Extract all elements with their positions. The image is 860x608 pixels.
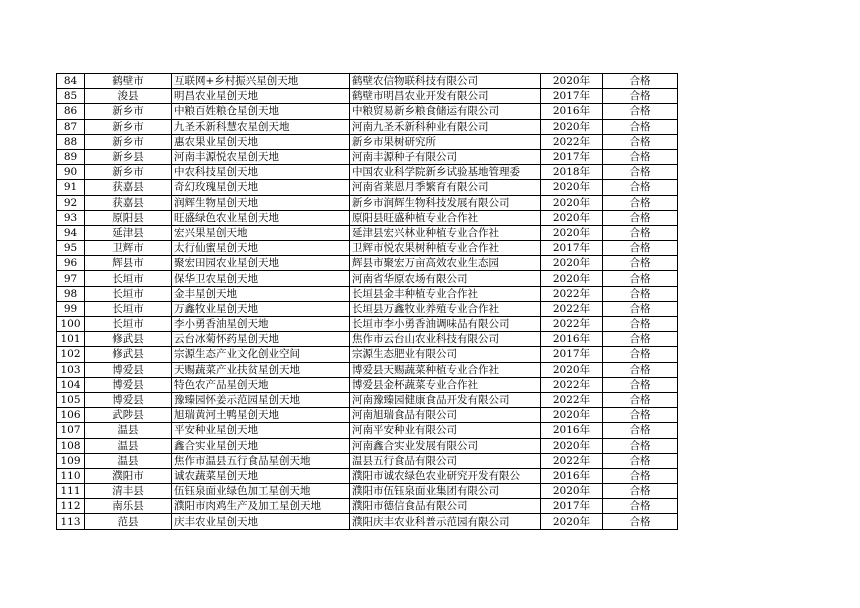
- operator-cell: 河南平安种业有限公司: [350, 423, 541, 438]
- table-row: [57, 225, 678, 240]
- year-cell: 2017年: [541, 89, 603, 104]
- row-number: 85: [57, 89, 85, 104]
- table-row: [57, 119, 678, 134]
- year-cell: 2020年: [541, 74, 603, 89]
- result-cell: 合格: [603, 377, 678, 392]
- result-cell: 合格: [603, 301, 678, 316]
- platform-name-cell: 万鑫牧业星创天地: [172, 301, 350, 316]
- row-number: 92: [57, 195, 85, 210]
- result-cell: 合格: [603, 453, 678, 468]
- region-cell: 博爱县: [85, 362, 172, 377]
- table-row: [57, 89, 678, 104]
- year-cell: 2020年: [541, 438, 603, 453]
- result-cell: 合格: [603, 468, 678, 483]
- table-row: [57, 499, 678, 514]
- operator-cell: 河南九圣禾新科种业有限公司: [350, 119, 541, 134]
- table-row: [57, 271, 678, 286]
- result-cell: 合格: [603, 484, 678, 499]
- table-row: [57, 484, 678, 499]
- region-cell: 长垣市: [85, 317, 172, 332]
- year-cell: 2016年: [541, 423, 603, 438]
- region-cell: 获嘉县: [85, 195, 172, 210]
- operator-cell: 中国农业科学院新乡试验基地管理委: [350, 165, 541, 180]
- table-row: [57, 180, 678, 195]
- table-row: [57, 256, 678, 271]
- row-number: 107: [57, 423, 85, 438]
- table-row: [57, 210, 678, 225]
- region-cell: 长垣市: [85, 271, 172, 286]
- year-cell: 2022年: [541, 392, 603, 407]
- platform-name-cell: 鑫合实业星创天地: [172, 438, 350, 453]
- platform-name-cell: 云台冰菊怀药星创天地: [172, 332, 350, 347]
- region-cell: 博爱县: [85, 377, 172, 392]
- region-cell: 卫辉市: [85, 241, 172, 256]
- year-cell: 2022年: [541, 377, 603, 392]
- row-number: 91: [57, 180, 85, 195]
- region-cell: 博爱县: [85, 392, 172, 407]
- table-row: [57, 332, 678, 347]
- result-cell: 合格: [603, 423, 678, 438]
- table-row: [57, 347, 678, 362]
- table-row: [57, 514, 678, 529]
- region-cell: 濮阳市: [85, 468, 172, 483]
- result-cell: 合格: [603, 271, 678, 286]
- table-row: [57, 423, 678, 438]
- result-cell: 合格: [603, 89, 678, 104]
- table-row: [57, 104, 678, 119]
- row-number: 93: [57, 210, 85, 225]
- year-cell: 2020年: [541, 271, 603, 286]
- result-cell: 合格: [603, 332, 678, 347]
- region-cell: 辉县市: [85, 256, 172, 271]
- year-cell: 2017年: [541, 149, 603, 164]
- row-number: 87: [57, 119, 85, 134]
- result-cell: 合格: [603, 347, 678, 362]
- row-number: 86: [57, 104, 85, 119]
- result-cell: 合格: [603, 165, 678, 180]
- row-number: 104: [57, 377, 85, 392]
- result-cell: 合格: [603, 104, 678, 119]
- operator-cell: 博爱县天赐蔬菜种植专业合作社: [350, 362, 541, 377]
- operator-cell: 原阳县旺盛种植专业合作社: [350, 210, 541, 225]
- region-cell: 新乡市: [85, 165, 172, 180]
- result-cell: 合格: [603, 499, 678, 514]
- row-number: 97: [57, 271, 85, 286]
- platform-name-cell: 金丰星创天地: [172, 286, 350, 301]
- region-cell: 修武县: [85, 332, 172, 347]
- operator-cell: 宗源生态肥业有限公司: [350, 347, 541, 362]
- operator-cell: 中粮贸易新乡粮食储运有限公司: [350, 104, 541, 119]
- row-number: 108: [57, 438, 85, 453]
- result-cell: 合格: [603, 514, 678, 529]
- platform-name-cell: 天赐蔬菜产业扶贫星创天地: [172, 362, 350, 377]
- operator-cell: 长垣市李小勇香油调味品有限公司: [350, 317, 541, 332]
- region-cell: 获嘉县: [85, 180, 172, 195]
- year-cell: 2016年: [541, 104, 603, 119]
- operator-cell: 温县五行食品有限公司: [350, 453, 541, 468]
- table-row: [57, 392, 678, 407]
- operator-cell: 河南豫臻园健康食品开发有限公司: [350, 392, 541, 407]
- operator-cell: 河南丰源种子有限公司: [350, 149, 541, 164]
- platform-name-cell: 伍钰泉面业绿色加工星创天地: [172, 484, 350, 499]
- operator-cell: 河南鑫合实业发展有限公司: [350, 438, 541, 453]
- operator-cell: 河南省莱恩月季繁育有限公司: [350, 180, 541, 195]
- region-cell: 温县: [85, 423, 172, 438]
- table-row: [57, 134, 678, 149]
- year-cell: 2020年: [541, 195, 603, 210]
- year-cell: 2020年: [541, 256, 603, 271]
- platform-name-cell: 宗源生态产业文化创业空间: [172, 347, 350, 362]
- year-cell: 2016年: [541, 332, 603, 347]
- platform-name-cell: 九圣禾新科慧农星创天地: [172, 119, 350, 134]
- year-cell: 2020年: [541, 362, 603, 377]
- operator-cell: 长垣县金丰种植专业合作社: [350, 286, 541, 301]
- region-cell: 南乐县: [85, 499, 172, 514]
- platform-name-cell: 中粮百姓粮仓星创天地: [172, 104, 350, 119]
- row-number: 96: [57, 256, 85, 271]
- platform-name-cell: 聚宏田园农业星创天地: [172, 256, 350, 271]
- row-number: 84: [57, 74, 85, 89]
- result-cell: 合格: [603, 256, 678, 271]
- operator-cell: 鹤壁农信物联科技有限公司: [350, 74, 541, 89]
- operator-cell: 辉县市聚宏万亩高效农业生态园: [350, 256, 541, 271]
- platform-name-cell: 李小勇香油星创天地: [172, 317, 350, 332]
- platform-name-cell: 平安种业星创天地: [172, 423, 350, 438]
- row-number: 89: [57, 149, 85, 164]
- region-cell: 延津县: [85, 225, 172, 240]
- table-row: [57, 149, 678, 164]
- row-number: 88: [57, 134, 85, 149]
- table-row: [57, 195, 678, 210]
- table-row: [57, 301, 678, 316]
- row-number: 90: [57, 165, 85, 180]
- result-cell: 合格: [603, 438, 678, 453]
- region-cell: 新乡市: [85, 104, 172, 119]
- year-cell: 2020年: [541, 225, 603, 240]
- row-number: 98: [57, 286, 85, 301]
- region-cell: 原阳县: [85, 210, 172, 225]
- year-cell: 2020年: [541, 408, 603, 423]
- operator-cell: 焦作市云台山农业科技有限公司: [350, 332, 541, 347]
- region-cell: 范县: [85, 514, 172, 529]
- year-cell: 2017年: [541, 347, 603, 362]
- platform-name-cell: 奇幻玫瑰星创天地: [172, 180, 350, 195]
- region-cell: 温县: [85, 453, 172, 468]
- operator-cell: 延津县宏兴林业种植专业合作社: [350, 225, 541, 240]
- year-cell: 2020年: [541, 180, 603, 195]
- table-row: [57, 468, 678, 483]
- region-cell: 长垣市: [85, 301, 172, 316]
- operator-cell: 河南省华原农场有限公司: [350, 271, 541, 286]
- result-cell: 合格: [603, 74, 678, 89]
- result-cell: 合格: [603, 286, 678, 301]
- result-cell: 合格: [603, 134, 678, 149]
- data-table: [56, 73, 678, 530]
- platform-name-cell: 特色农产品星创天地: [172, 377, 350, 392]
- year-cell: 2022年: [541, 453, 603, 468]
- year-cell: 2022年: [541, 317, 603, 332]
- platform-name-cell: 豫臻园怀姜示范园星创天地: [172, 392, 350, 407]
- result-cell: 合格: [603, 317, 678, 332]
- table-row: [57, 408, 678, 423]
- row-number: 112: [57, 499, 85, 514]
- result-cell: 合格: [603, 180, 678, 195]
- result-cell: 合格: [603, 241, 678, 256]
- operator-cell: 博爱县金杯蔬菜专业合作社: [350, 377, 541, 392]
- operator-cell: 濮阳庆丰农业科普示范园有限公司: [350, 514, 541, 529]
- year-cell: 2017年: [541, 499, 603, 514]
- operator-cell: 河南旭瑞食品有限公司: [350, 408, 541, 423]
- platform-name-cell: 互联网+乡村振兴星创天地: [172, 74, 350, 89]
- row-number: 94: [57, 225, 85, 240]
- platform-name-cell: 保华卫农星创天地: [172, 271, 350, 286]
- table-row: [57, 317, 678, 332]
- platform-name-cell: 惠农果业星创天地: [172, 134, 350, 149]
- result-cell: 合格: [603, 149, 678, 164]
- platform-name-cell: 旺盛绿色农业星创天地: [172, 210, 350, 225]
- platform-name-cell: 诚农蔬菜星创天地: [172, 468, 350, 483]
- platform-name-cell: 中农科技星创天地: [172, 165, 350, 180]
- region-cell: 新乡市: [85, 119, 172, 134]
- row-number: 105: [57, 392, 85, 407]
- operator-cell: 濮阳市德信食品有限公司: [350, 499, 541, 514]
- table-row: [57, 286, 678, 301]
- year-cell: 2020年: [541, 484, 603, 499]
- platform-name-cell: 明昌农业星创天地: [172, 89, 350, 104]
- row-number: 109: [57, 453, 85, 468]
- region-cell: 清丰县: [85, 484, 172, 499]
- operator-cell: 长垣县万鑫牧业养殖专业合作社: [350, 301, 541, 316]
- year-cell: 2017年: [541, 241, 603, 256]
- year-cell: 2020年: [541, 514, 603, 529]
- table-body: [57, 74, 678, 530]
- year-cell: 2018年: [541, 165, 603, 180]
- year-cell: 2022年: [541, 134, 603, 149]
- operator-cell: 濮阳市诚农绿色农业研究开发有限公: [350, 468, 541, 483]
- row-number: 101: [57, 332, 85, 347]
- region-cell: 浚县: [85, 89, 172, 104]
- table-row: [57, 165, 678, 180]
- platform-name-cell: 焦作市温县五行食品星创天地: [172, 453, 350, 468]
- platform-name-cell: 庆丰农业星创天地: [172, 514, 350, 529]
- row-number: 113: [57, 514, 85, 529]
- year-cell: 2016年: [541, 468, 603, 483]
- region-cell: 新乡县: [85, 149, 172, 164]
- row-number: 106: [57, 408, 85, 423]
- region-cell: 修武县: [85, 347, 172, 362]
- year-cell: 2020年: [541, 210, 603, 225]
- table-row: [57, 74, 678, 89]
- table-row: [57, 453, 678, 468]
- region-cell: 武陟县: [85, 408, 172, 423]
- table-row: [57, 362, 678, 377]
- row-number: 99: [57, 301, 85, 316]
- row-number: 95: [57, 241, 85, 256]
- platform-name-cell: 旭瑞黄河土鸭星创天地: [172, 408, 350, 423]
- result-cell: 合格: [603, 195, 678, 210]
- row-number: 111: [57, 484, 85, 499]
- table-row: [57, 241, 678, 256]
- region-cell: 新乡市: [85, 134, 172, 149]
- platform-name-cell: 润辉生物星创天地: [172, 195, 350, 210]
- row-number: 100: [57, 317, 85, 332]
- result-cell: 合格: [603, 392, 678, 407]
- table-row: [57, 438, 678, 453]
- result-cell: 合格: [603, 210, 678, 225]
- region-cell: 鹤壁市: [85, 74, 172, 89]
- region-cell: 温县: [85, 438, 172, 453]
- platform-name-cell: 太行仙蜜星创天地: [172, 241, 350, 256]
- operator-cell: 新乡市润辉生物科技发展有限公司: [350, 195, 541, 210]
- year-cell: 2022年: [541, 286, 603, 301]
- operator-cell: 濮阳市伍钰泉面业集团有限公司: [350, 484, 541, 499]
- region-cell: 长垣市: [85, 286, 172, 301]
- result-cell: 合格: [603, 119, 678, 134]
- operator-cell: 卫辉市悦农果树种植专业合作社: [350, 241, 541, 256]
- row-number: 110: [57, 468, 85, 483]
- operator-cell: 鹤壁市明昌农业开发有限公司: [350, 89, 541, 104]
- table-row: [57, 377, 678, 392]
- row-number: 103: [57, 362, 85, 377]
- year-cell: 2022年: [541, 301, 603, 316]
- row-number: 102: [57, 347, 85, 362]
- year-cell: 2020年: [541, 119, 603, 134]
- result-cell: 合格: [603, 362, 678, 377]
- result-cell: 合格: [603, 408, 678, 423]
- platform-name-cell: 濮阳市肉鸡生产及加工星创天地: [172, 499, 350, 514]
- platform-name-cell: 河南丰源悦农星创天地: [172, 149, 350, 164]
- result-cell: 合格: [603, 225, 678, 240]
- operator-cell: 新乡市果树研究所: [350, 134, 541, 149]
- platform-name-cell: 宏兴果星创天地: [172, 225, 350, 240]
